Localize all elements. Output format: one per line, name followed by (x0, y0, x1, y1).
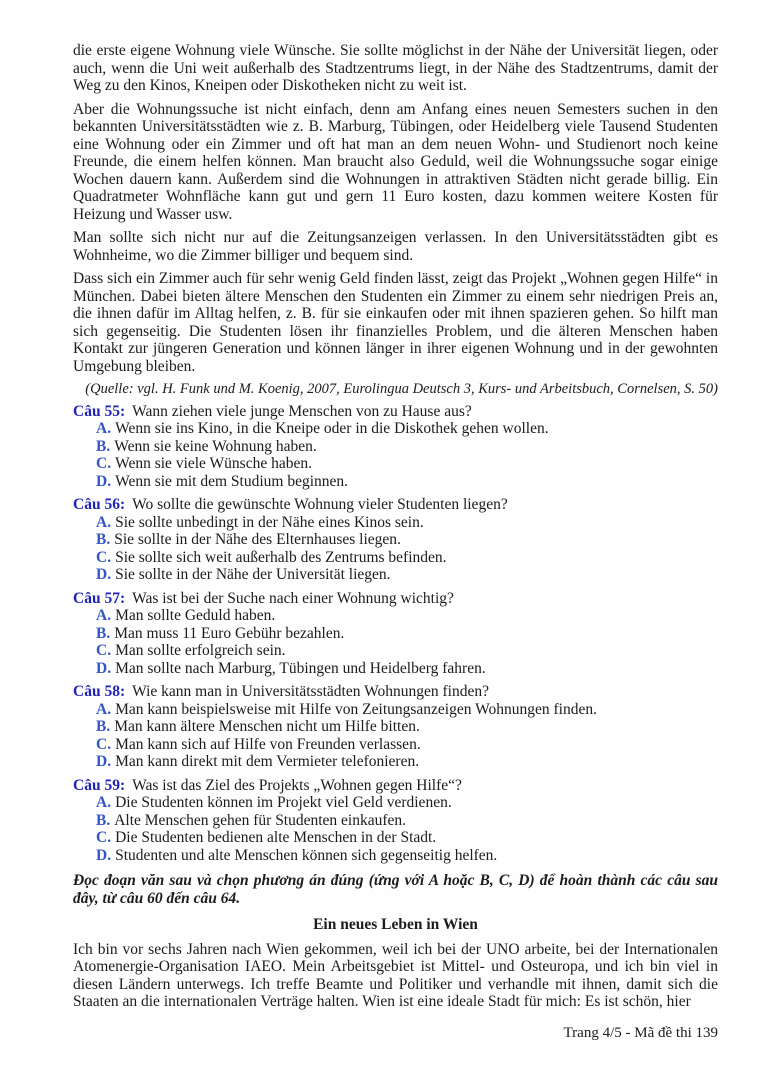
option-row (73, 420, 718, 438)
option-row (73, 736, 718, 754)
options-list (73, 420, 718, 490)
option-row (73, 660, 718, 678)
option-letter: B. (96, 437, 111, 455)
option-letter: C. (96, 642, 112, 659)
option-text: Man kann ältere Menschen nicht um Hilfe bitten. (114, 718, 420, 735)
question-block (73, 590, 718, 678)
question-number-label: Câu 55: (73, 402, 126, 420)
option-row (73, 701, 718, 719)
option-letter: A. (96, 794, 112, 811)
question-line (73, 777, 718, 795)
option-row (73, 607, 718, 625)
option-text: Sie sollte unbedingt in der Nähe eines Kinos sein. (115, 513, 424, 531)
option-letter: D. (96, 659, 112, 677)
option-row (73, 829, 718, 847)
passage2-paragraph: Ich bin vor sechs Jahren nach Wien gekommen, weil ich bei der UNO arbeite, bei der Internationalen Atomenergie-Organisation IAEO. Mein Arbeitsgebiet ist Mittel- und Osteuropa, und ich bin viel in diesen Ländern unterwegs. Ich treffe Beamte und Politiker und verhandle mit ihnen, damit sich die Staaten an die internationalen Verträge halten. Wien ist eine ideale Stadt für mich: Es ist schön, hier (73, 940, 718, 1010)
options-list (73, 514, 718, 584)
question-number-label: Câu 58: (73, 683, 126, 700)
option-text: Alte Menschen gehen für Studenten einkaufen. (114, 811, 407, 829)
option-row (73, 753, 718, 771)
option-text: Man kann sich auf Hilfe von Freunden verlassen. (115, 735, 421, 753)
passage-paragraph-3: Man sollte sich nicht nur auf die Zeitungsanzeigen verlassen. In den Universitätsstädten gibt es Wohnheime, wo die Zimmer billiger und bequem sind. (73, 229, 718, 264)
options-list (73, 607, 718, 677)
option-letter: C. (96, 548, 112, 566)
option-letter: C. (96, 735, 112, 753)
question-line (73, 496, 718, 514)
option-text: Die Studenten bedienen alte Menschen in der Stadt. (115, 829, 437, 846)
option-letter: A. (96, 513, 112, 531)
options-list (73, 794, 718, 864)
option-letter: C. (96, 829, 112, 846)
option-text: Sie sollte in der Nähe des Elternhauses liegen. (114, 531, 401, 548)
options-list (73, 701, 718, 771)
option-row (73, 531, 718, 549)
passage-paragraph-2: Aber die Wohnungssuche ist nicht einfach, denn am Anfang eines neuen Semesters suchen in den bekannten Universitätsstädten wie z. B. Marburg, Tübingen, oder Heidelberg viele Tausend Studenten eine Wohnung oder ein Zimmer und oft hat man an dem neuen Wohn- und Studienort noch keine Freunde, die einem helfen können. Man braucht also Geduld, weil die Wohnungssuche sogar einige Wochen dauern kann. Außerdem sind die Wohnungen in attraktiven Städten nicht gerade billig. Ein Quadratmeter Wohnfläche kann gut und gern 11 Euro kosten, dazu kommen weitere Kosten für Heizung und Wasser usw. (73, 100, 718, 223)
passage-paragraph-1: die erste eigene Wohnung viele Wünsche. Sie sollte möglichst in der Nähe der Universität liegen, oder auch, wenn die Uni weit außerhalb des Stadtzentrums liegt, in der Nähe des Stadtzentrums, damit der Weg zu den Kinos, Kneipen oder Diskotheken nicht zu weit ist. (73, 42, 718, 94)
section-instruction: Đọc đoạn văn sau và chọn phương án đúng (ứng với A hoặc B, C, D) để hoàn thành các câu sau đây, từ câu 60 đến câu 64. (73, 872, 718, 907)
question-line (73, 590, 718, 608)
option-row (73, 549, 718, 567)
option-row (73, 514, 718, 532)
option-row (73, 794, 718, 812)
question-block (73, 683, 718, 771)
option-row (73, 566, 718, 584)
question-number-label: Câu 56: (73, 496, 126, 513)
option-row (73, 847, 718, 865)
option-letter: D. (96, 566, 112, 583)
option-row (73, 455, 718, 473)
option-row (73, 438, 718, 456)
question-line (73, 403, 718, 421)
option-text: Die Studenten können im Projekt viel Geld verdienen. (115, 794, 452, 811)
question-number-label: Câu 57: (73, 589, 126, 607)
option-text: Man muss 11 Euro Gebühr bezahlen. (114, 624, 345, 642)
option-text: Wenn sie mit dem Studium beginnen. (115, 472, 349, 490)
option-text: Man sollte Geduld haben. (115, 607, 276, 624)
option-row (73, 625, 718, 643)
passage-title: Ein neues Leben in Wien (313, 916, 478, 933)
option-row (73, 642, 718, 660)
option-letter: B. (96, 718, 111, 735)
option-text: Wenn sie ins Kino, in die Kneipe oder in die Diskothek gehen wollen. (115, 420, 549, 437)
option-text: Studenten und alte Menschen können sich gegenseitig helfen. (115, 846, 498, 864)
option-text: Sie sollte in der Nähe der Universität liegen. (115, 566, 391, 583)
option-text: Sie sollte sich weit außerhalb des Zentrums befinden. (115, 548, 447, 566)
question-number-label: Câu 59: (73, 776, 126, 794)
question-line (73, 683, 718, 701)
option-text: Wenn sie viele Wünsche haben. (115, 455, 312, 472)
option-letter: B. (96, 624, 111, 642)
option-text: Wenn sie keine Wohnung haben. (114, 437, 317, 455)
question-block (73, 496, 718, 584)
option-row (73, 812, 718, 830)
option-letter: A. (96, 700, 112, 718)
option-text: Man kann beispielsweise mit Hilfe von Zeitungsanzeigen Wohnungen finden. (115, 700, 597, 718)
question-block (73, 777, 718, 865)
option-row (73, 718, 718, 736)
option-text: Man sollte nach Marburg, Tübingen und Heidelberg fahren. (115, 659, 486, 677)
question-text: Was ist das Ziel des Projekts „Wohnen gegen Hilfe“? (132, 776, 462, 794)
option-letter: A. (96, 607, 112, 624)
footer-page-info: Trang 4/5 - Mã đề thi 139 (563, 1024, 718, 1041)
option-letter: B. (96, 531, 111, 548)
source-citation: (Quelle: vgl. H. Funk und M. Koenig, 2007, Eurolingua Deutsch 3, Kurs- und Arbeitsbuch, Cornelsen, S. 50) (85, 381, 718, 397)
option-letter: B. (96, 811, 111, 829)
question-text: Wo sollte die gewünschte Wohnung vieler Studenten liegen? (132, 496, 508, 513)
passage-paragraph-4: Dass sich ein Zimmer auch für sehr wenig Geld finden lässt, zeigt das Projekt „Wohnen gegen Hilfe“ in München. Dabei bieten ältere Menschen den Studenten ein Zimmer zu einem sehr niedrigen Preis an, die ihnen dafür im Alltag helfen, z. B. für sie einkaufen oder mit ihnen spazieren gehen. So hilft man sich gegenseitig. Die Studenten lösen ihr finanzielles Problem, und die älteren Menschen haben Kontakt zur jüngeren Generation und können länger in ihrer eigenen Wohnung und in der gewohnten Umgebung bleiben. (73, 270, 718, 375)
question-block (73, 403, 718, 491)
questions-section (73, 403, 718, 865)
question-text: Wie kann man in Universitätsstädten Wohnungen finden? (132, 683, 489, 700)
option-text: Man kann direkt mit dem Vermieter telefonieren. (115, 753, 420, 770)
question-text: Wann ziehen viele junge Menschen von zu Hause aus? (132, 402, 472, 420)
option-text: Man sollte erfolgreich sein. (115, 642, 286, 659)
option-letter: D. (96, 753, 112, 770)
option-letter: D. (96, 472, 112, 490)
option-letter: D. (96, 846, 112, 864)
option-row (73, 473, 718, 491)
option-letter: C. (96, 455, 112, 472)
option-letter: A. (96, 420, 112, 437)
question-text: Was ist bei der Suche nach einer Wohnung wichtig? (132, 589, 454, 607)
